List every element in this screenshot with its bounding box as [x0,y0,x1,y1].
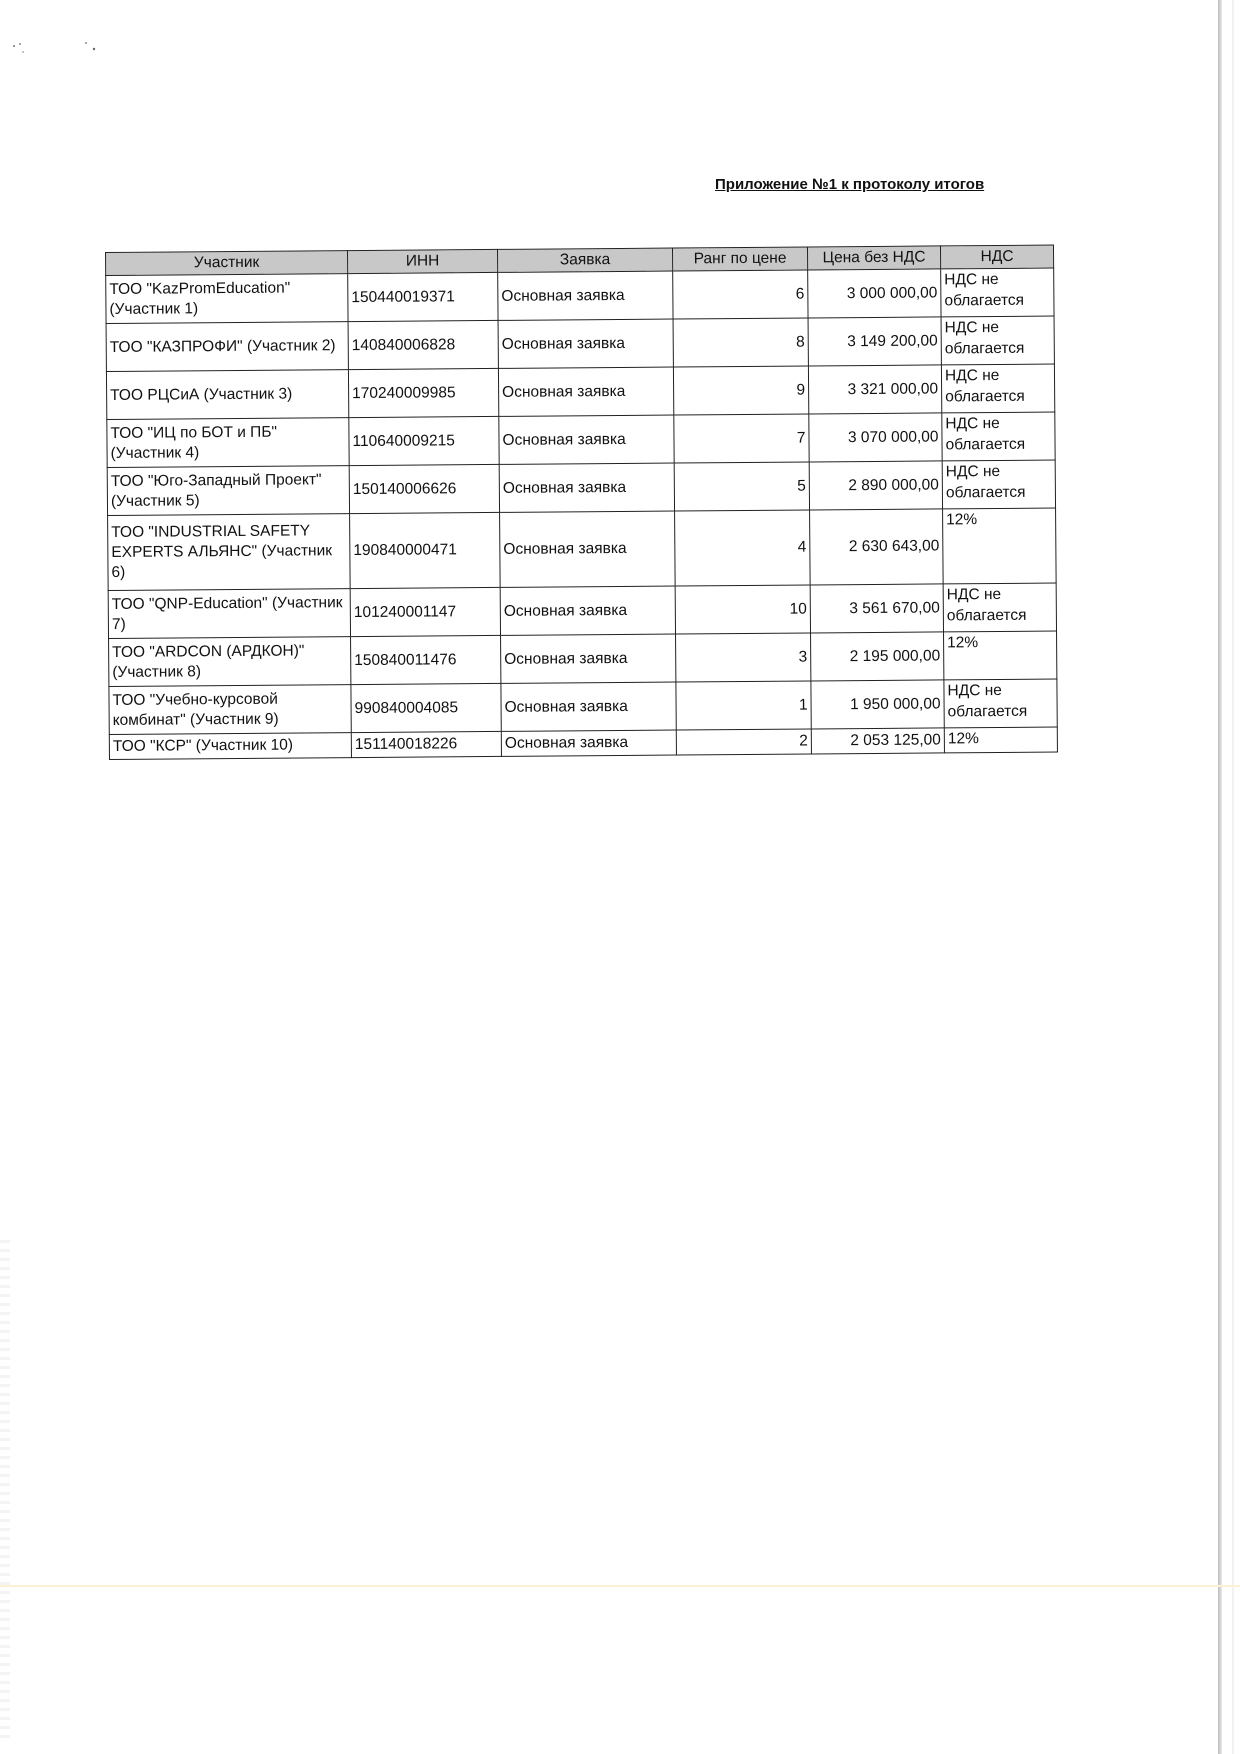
cell-inn: 150140006626 [349,464,499,513]
cell-price: 3 070 000,00 [809,413,942,462]
cell-vat: НДС не облагается [942,412,1055,461]
cell-inn: 110640009215 [349,416,499,465]
cell-rank: 7 [674,414,809,463]
cell-participant: ТОО "KazPromEducation" (Участник 1) [106,274,348,324]
table-row [108,583,1056,638]
cell-inn: 190840000471 [350,512,501,588]
cell-vat: НДС не облагается [941,268,1054,317]
table-row [108,508,1057,590]
cell-application: Основная заявка [498,319,673,368]
cell-participant: ТОО "Юго-Западный Проект" (Участник 5) [107,466,349,516]
table-row [106,268,1054,323]
cell-price: 3 561 670,00 [810,584,943,633]
header-price: Цена без НДС [807,246,940,270]
cell-rank: 6 [673,270,808,319]
header-inn: ИНН [347,249,497,273]
scan-specks [8,40,98,60]
cell-rank: 4 [675,510,811,586]
cell-participant: ТОО РЦСиА (Участник 3) [106,370,348,420]
cell-application: Основная заявка [500,586,675,635]
cell-inn: 151140018226 [351,731,501,757]
cell-rank: 10 [675,585,810,634]
cell-application: Основная заявка [500,511,676,587]
cell-price: 2 890 000,00 [809,461,942,510]
cell-price: 3 149 200,00 [808,317,941,366]
cell-inn: 150840011476 [351,635,501,684]
cell-price: 2 195 000,00 [811,632,944,681]
cell-participant: ТОО "КСР" (Участник 10) [109,733,351,760]
cell-inn: 101240001147 [350,587,500,636]
cell-vat: НДС не облагается [942,460,1055,509]
cell-vat: 12% [943,508,1057,584]
cell-application: Основная заявка [498,367,673,416]
cell-rank: 1 [676,681,811,730]
cell-rank: 3 [676,633,811,682]
cell-vat: НДС не облагается [944,679,1057,728]
table-row [106,364,1054,419]
cell-vat: 12% [944,727,1057,753]
cell-participant: ТОО "ИЦ по БОТ и ПБ" (Участник 4) [107,418,349,468]
document-title: Приложение №1 к протоколу итогов [715,176,985,193]
cell-participant: ТОО "КАЗПРОФИ" (Участник 2) [106,322,348,372]
scan-left-artifact [0,1240,10,1740]
scan-yellow-line [0,1585,1240,1587]
cell-application: Основная заявка [501,682,676,731]
cell-inn: 140840006828 [348,320,498,369]
cell-vat: НДС не облагается [943,583,1056,632]
table-row [107,460,1055,515]
cell-rank: 9 [673,366,808,415]
cell-rank: 2 [676,729,811,755]
table-row [106,316,1054,371]
cell-inn: 150440019371 [348,272,498,321]
results-table [105,245,1058,760]
header-vat: НДС [940,245,1053,269]
table-row [107,412,1055,467]
cell-vat: НДС не облагается [941,364,1054,413]
cell-application: Основная заявка [499,415,674,464]
cell-participant: ТОО "INDUSTRIAL SAFETY EXPERTS АЛЬЯНС" (Участник 6) [108,514,351,591]
header-rank: Ранг по цене [672,247,807,271]
cell-participant: ТОО "ARDCON (АРДКОН)" (Участник 8) [109,637,351,687]
cell-price: 2 630 643,00 [810,509,944,585]
cell-participant: ТОО "Учебно-курсовой комбинат" (Участник 9) [109,685,351,735]
header-application: Заявка [497,248,672,272]
cell-price: 3 000 000,00 [808,269,941,318]
cell-vat: 12% [944,631,1057,680]
cell-price: 3 321 000,00 [808,365,941,414]
table-row [109,679,1057,734]
cell-application: Основная заявка [501,730,676,756]
cell-application: Основная заявка [501,634,676,683]
scan-edge-line [1232,0,1234,1754]
table-row [109,631,1057,686]
cell-application: Основная заявка [499,463,674,512]
scan-edge-shadow [1218,0,1222,1754]
cell-inn: 170240009985 [348,368,498,417]
cell-application: Основная заявка [498,271,673,320]
cell-participant: ТОО "QNP-Education" (Участник 7) [108,589,350,639]
cell-rank: 8 [673,318,808,367]
cell-vat: НДС не облагается [941,316,1054,365]
cell-price: 2 053 125,00 [811,728,944,754]
cell-rank: 5 [674,462,809,511]
cell-price: 1 950 000,00 [811,680,944,729]
cell-inn: 990840004085 [351,683,501,732]
header-participant: Участник [106,251,348,276]
